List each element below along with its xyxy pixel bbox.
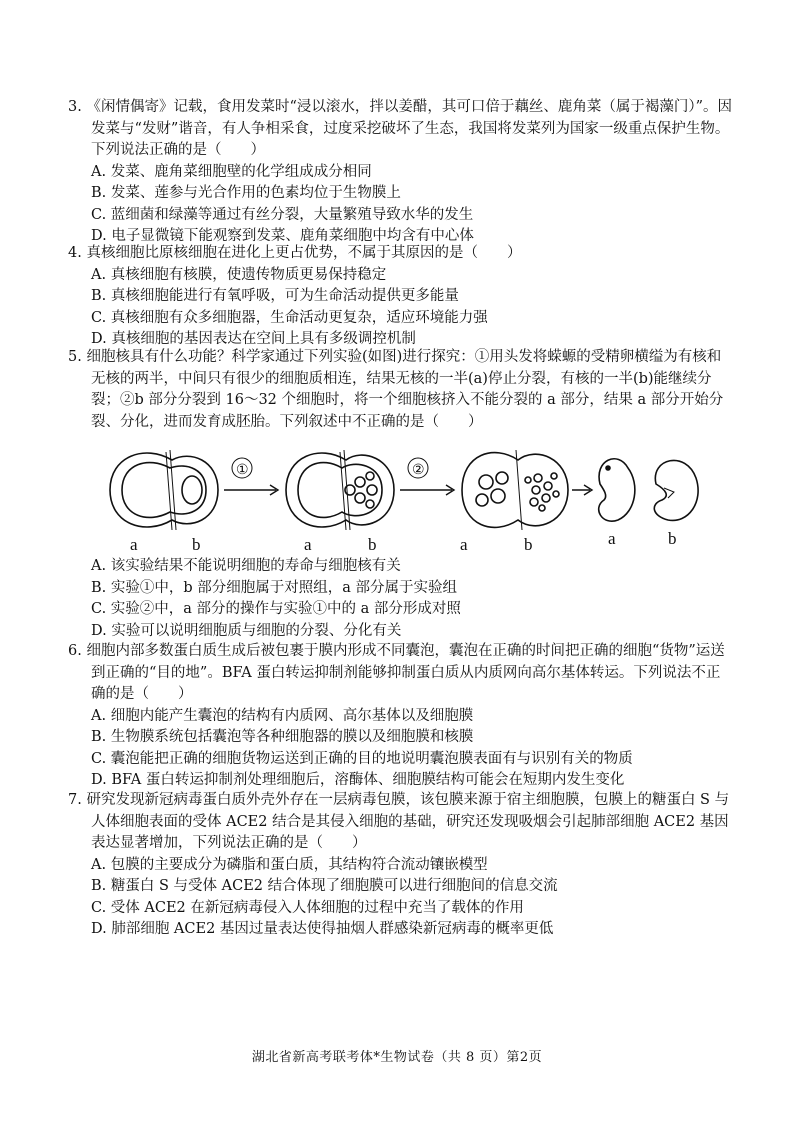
label-a: a <box>608 529 616 548</box>
question-stem: 3. 《闲情偶寄》记载，食用发菜时“浸以滚水，拌以姜醋，其可口倍于藕丝、鹿角菜（属于褐藻门）”。因发菜与“发财”谐音，有人争相采食，过度采挖破坏了生态，我国将发菜列为国家一级重点保护生物。下列说法正确的是（ ） <box>68 99 733 158</box>
option-c: C. 囊泡能把正确的细胞货物运送到正确的目的地说明囊泡膜表面有与识别有关的物质 <box>91 750 633 767</box>
option-b: B. 实验①中，b 部分细胞属于对照组，a 部分属于实验组 <box>91 579 458 596</box>
embryo-a <box>599 459 635 521</box>
question-6 <box>68 641 732 792</box>
egg-stage-3 <box>462 450 568 530</box>
question-5-options <box>68 556 732 642</box>
option-a: A. 该实验结果不能说明细胞的寿命与细胞核有关 <box>91 558 401 574</box>
egg-stage-2 <box>286 450 394 530</box>
option-b: B. 生物膜系统包括囊泡等各种细胞器的膜以及细胞膜和核膜 <box>91 729 474 745</box>
option-b: B. 发菜、莲参与光合作用的色素均位于生物膜上 <box>91 185 401 201</box>
option-d: D. BFA 蛋白转运抑制剂处理细胞后，溶酶体、细胞膜结构可能会在短期内发生变化 <box>91 772 625 788</box>
question-stem: 6. 细胞内部多数蛋白质生成后被包裹于膜内形成不同囊泡，囊泡在正确的时间把正确的细胞“货物”运送到正确的“目的地”。BFA 蛋白转运抑制剂能够抑制蛋白质从内质网向高尔基体转运。下列说法不正确的是（ ） <box>68 643 725 702</box>
option-b: B. 真核细胞能进行有氧呼吸，可为生命活动提供更多能量 <box>91 288 459 304</box>
label-a: a <box>130 535 138 552</box>
option-a: A. 细胞内能产生囊泡的结构有内质网、高尔基体以及细胞膜 <box>91 707 474 724</box>
experiment-figure <box>90 438 710 552</box>
question-stem: 4. 真核细胞比原核细胞在进化上更占优势，不属于其原因的是（ ） <box>68 245 522 261</box>
egg-stage-1 <box>110 450 218 530</box>
question-3 <box>68 97 732 248</box>
option-d: D. 肺部细胞 ACE2 基因过量表达使得抽烟人群感染新冠病毒的概率更低 <box>91 921 554 937</box>
question-stem: 5. 细胞核具有什么功能？科学家通过下列实验(如图)进行探究：①用头发将蝾螈的受精卵横缢为有核和无核的两半，中间只有很少的细胞质相连，结果无核的一半(a)停止分裂，有核的一半(b)能继续分裂；②b 部分分裂到 16～32 个细胞时，将一个细胞核挤入不能分裂的 a 部分，结果 a 部分开始分裂、分化，进而发育成胚胎。下列叙述中不正确的是（ ） <box>68 349 724 430</box>
option-a: A. 发菜、鹿角菜细胞壁的化学组成成分相同 <box>91 163 372 180</box>
option-a: A. 真核细胞有核膜，使遗传物质更易保持稳定 <box>91 266 387 283</box>
step-1-label: ① <box>236 463 249 478</box>
label-a: a <box>460 535 468 552</box>
option-a: A. 包膜的主要成分为磷脂和蛋白质，其结构符合流动镶嵌模型 <box>91 856 488 873</box>
question-stem: 7. 研究发现新冠病毒蛋白质外壳外存在一层病毒包膜，该包膜来源于宿主细胞膜，包膜上的糖蛋白 S 与人体细胞表面的受体 ACE2 结合是其侵入细胞的基础，研究还发现吸烟会引起肺部细胞 ACE2 基因表达显著增加，下列说法正确的是（ ） <box>68 792 730 851</box>
step-2-label: ② <box>412 463 425 478</box>
question-7 <box>68 790 732 941</box>
option-c: C. 真核细胞有众多细胞器，生命活动更复杂，适应环境能力强 <box>91 309 488 326</box>
question-4 <box>68 243 732 351</box>
label-a: a <box>304 535 312 552</box>
label-b: b <box>524 535 533 552</box>
label-b: b <box>368 535 377 552</box>
option-d: D. 真核细胞的基因表达在空间上具有多级调控机制 <box>91 331 416 347</box>
option-d: D. 实验可以说明细胞质与细胞的分裂、分化有关 <box>91 622 402 639</box>
label-b: b <box>192 535 201 552</box>
page-footer: 湖北省新高考联考体*生物试卷（共 8 页）第2页 <box>251 1050 543 1065</box>
option-c: C. 受体 ACE2 在新冠病毒侵入人体细胞的过程中充当了载体的作用 <box>91 899 524 916</box>
label-b: b <box>668 529 677 548</box>
option-c: C. 蓝细菌和绿藻等通过有丝分裂，大量繁殖导致水华的发生 <box>91 206 474 223</box>
option-c: C. 实验②中，a 部分的操作与实验①中的 a 部分形成对照 <box>91 601 461 617</box>
question-5 <box>68 347 732 433</box>
option-d: D. 电子显微镜下能观察到发菜、鹿角菜细胞中均含有中心体 <box>91 228 474 244</box>
embryo-b <box>654 460 698 520</box>
option-b: B. 糖蛋白 S 与受体 ACE2 结合体现了细胞膜可以进行细胞间的信息交流 <box>91 878 558 894</box>
